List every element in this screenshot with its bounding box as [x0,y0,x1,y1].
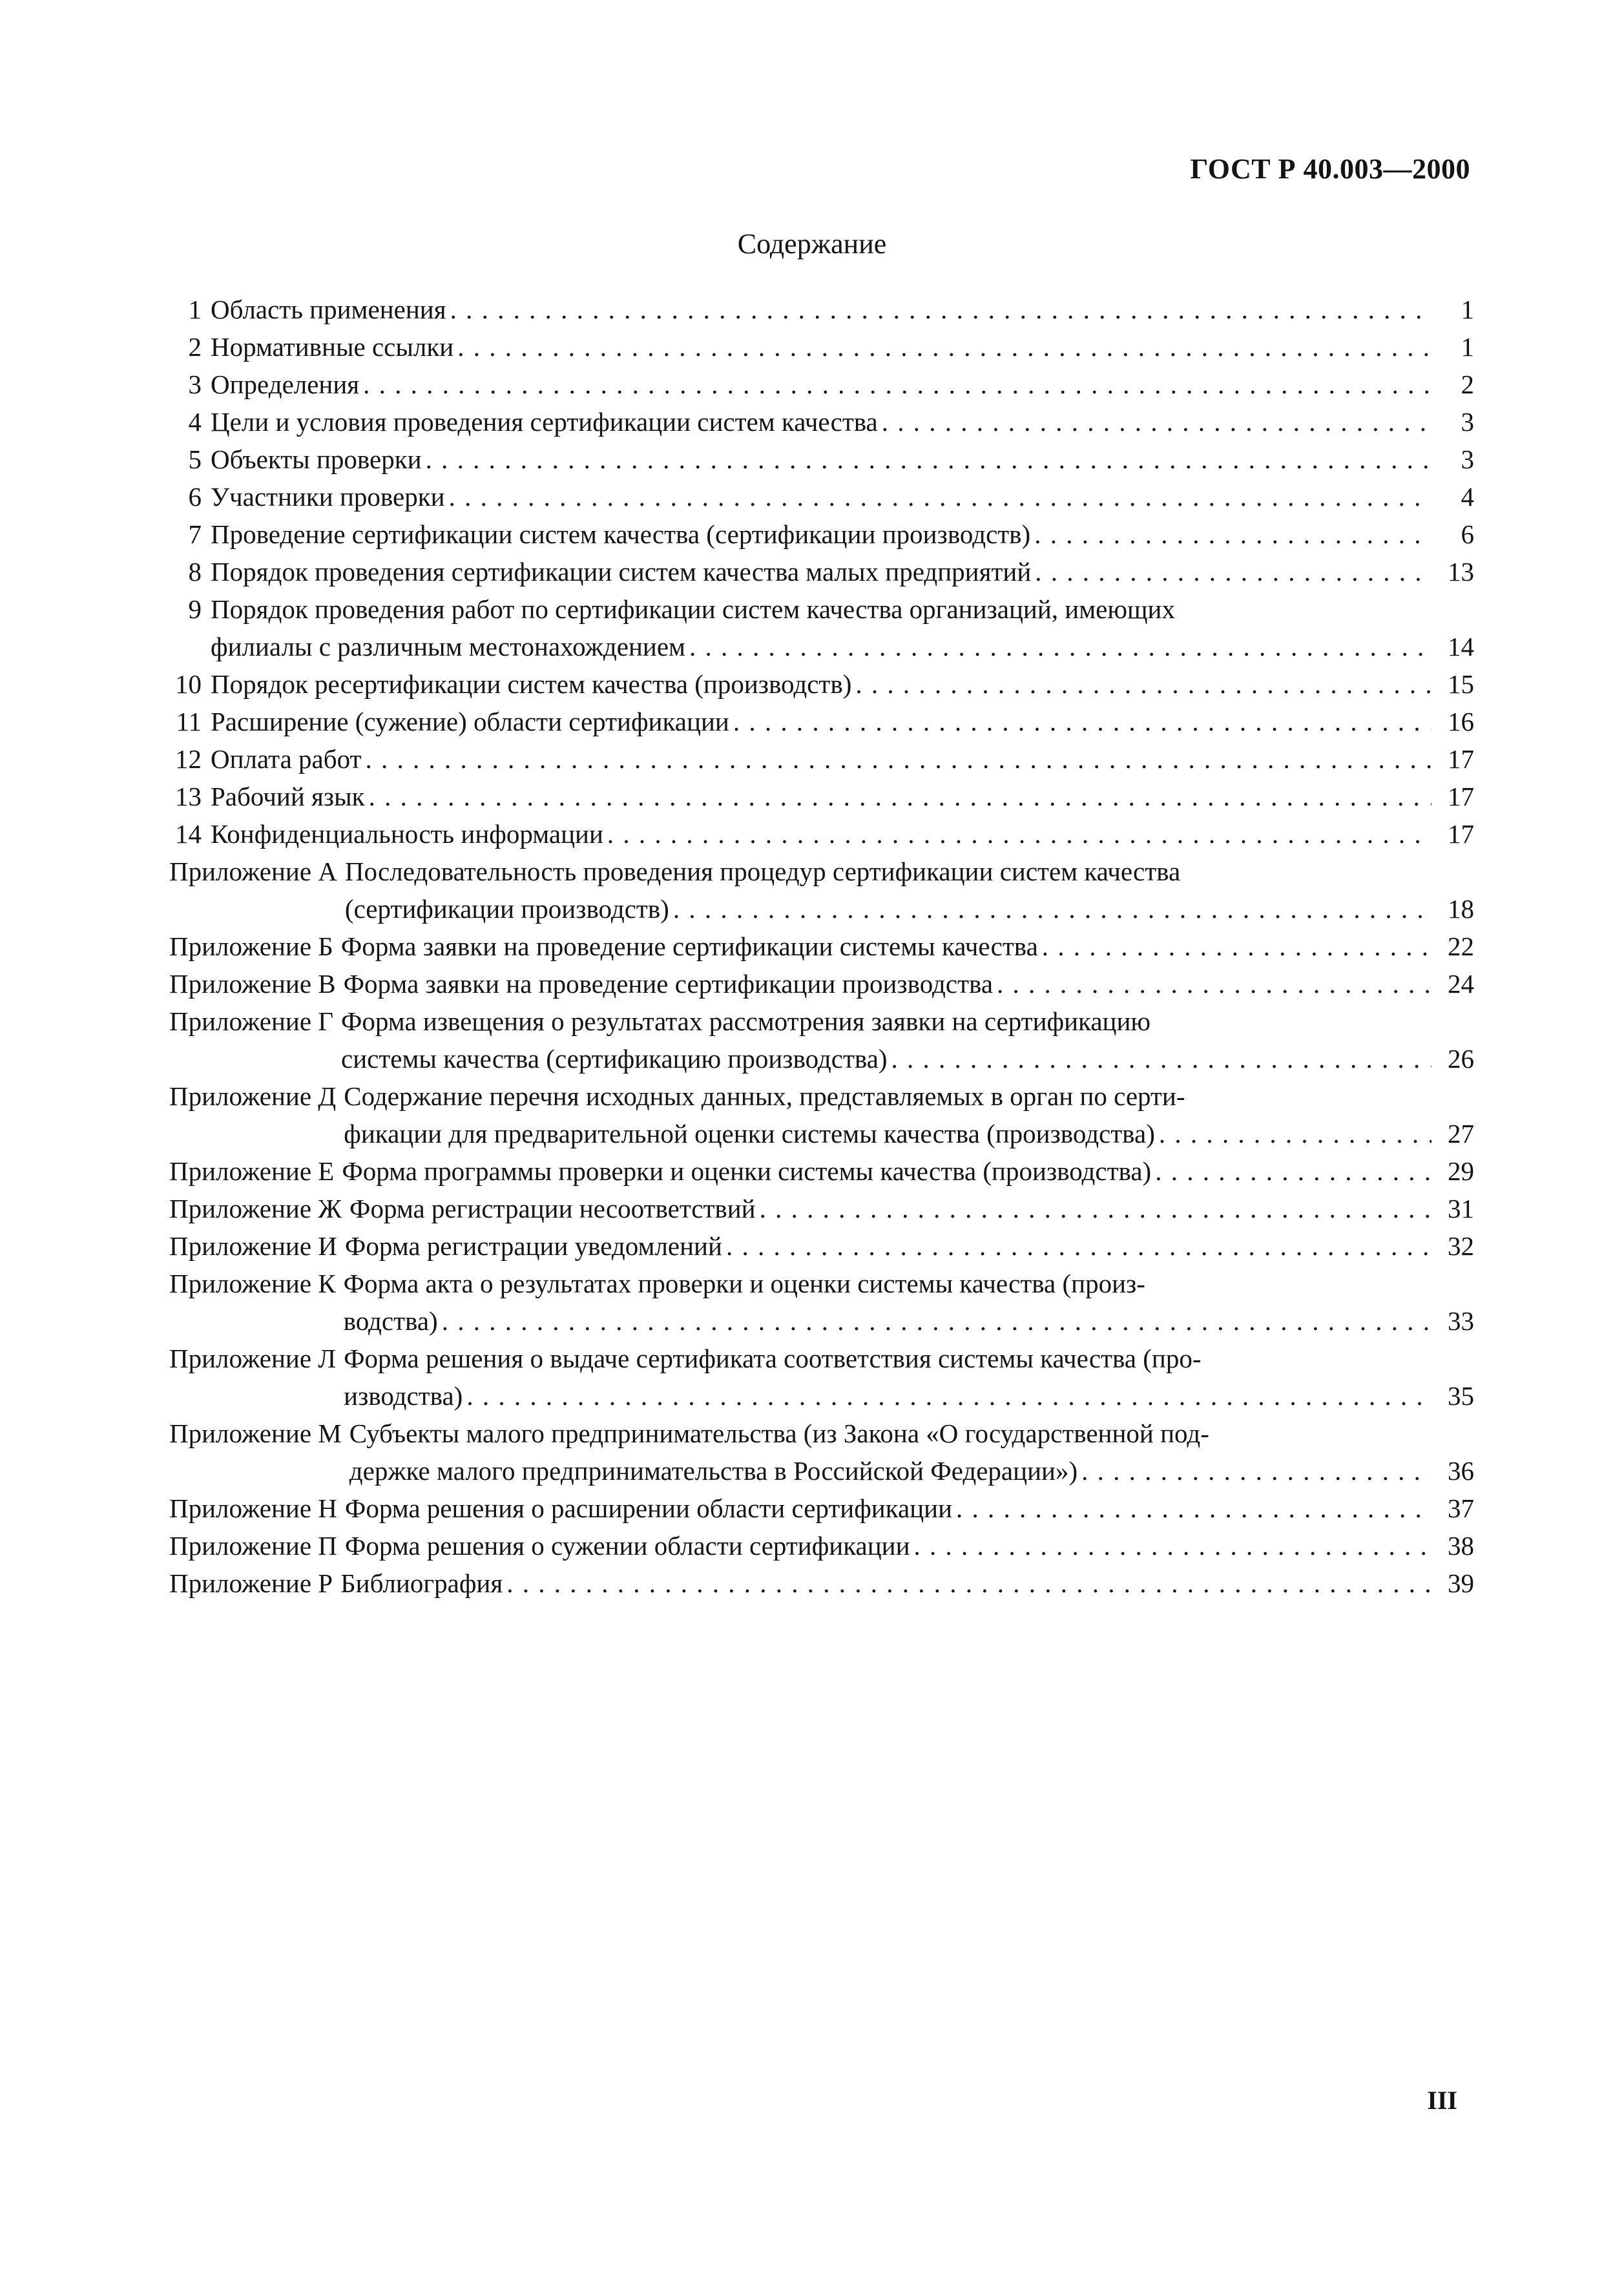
page-ref: 1 [1461,332,1474,362]
appendix-label: Приложение Д [169,1081,337,1111]
entry-title-line: Библиография [340,1568,503,1598]
page-ref: 15 [1448,669,1474,699]
entry-title-line: Порядок ресертификации систем качества (производств) [211,669,852,699]
entry-text [211,703,1474,740]
toc-section-entry[interactable] [169,478,1474,515]
page-ref: 14 [1448,632,1474,661]
page-ref: 35 [1448,1381,1474,1411]
toc-appendix-entry[interactable] [169,1190,1474,1227]
dot-leader [891,1040,1431,1077]
entry-title-line: Форма программы проверки и оценки системы качества (производства) [342,1156,1152,1186]
toc-section-entry[interactable] [169,665,1474,703]
toc-appendix-entry[interactable] [169,1340,1474,1415]
entry-text [211,815,1474,853]
toc-section-entry[interactable] [169,590,1474,665]
entry-text [211,515,1474,553]
page-ref: 3 [1461,444,1474,474]
toc-section-entry[interactable] [169,778,1474,815]
entry-title-line: (сертификации производств) [344,894,669,924]
page-number: III [1427,2086,1457,2115]
entry-title-line: держке малого предпринимательства в Российской Федерации») [349,1456,1078,1486]
entry-text [344,1265,1474,1340]
page-ref: 3 [1461,407,1474,437]
page-ref: 37 [1448,1493,1474,1523]
entry-title-line: Содержание перечня исходных данных, представляемых в орган по серти- [344,1081,1185,1111]
entry-text [344,1340,1474,1415]
dot-leader [855,665,1431,703]
dot-leader [1035,553,1431,590]
toc-section-entry[interactable] [169,515,1474,553]
entry-title-line: Объекты проверки [211,444,422,474]
dot-leader [607,815,1431,853]
appendix-label: Приложение Г [169,1006,334,1036]
entry-title-line: Область применения [211,295,446,324]
appendix-label: Приложение К [169,1269,336,1298]
page-ref: 18 [1448,894,1474,924]
entry-text [211,553,1474,590]
dot-leader [914,1527,1431,1564]
entry-title-line: изводства) [344,1381,463,1411]
section-number: 5 [188,444,202,474]
toc-appendix-entry[interactable] [169,1415,1474,1490]
dot-leader [1034,515,1431,553]
toc-appendix-entry[interactable] [169,1077,1474,1152]
section-number: 9 [188,594,202,624]
entry-text [211,366,1474,403]
toc-appendix-entry[interactable] [169,1564,1474,1602]
entry-title-line: Форма заявки на проведение сертификации системы качества [340,931,1038,961]
dot-leader [956,1490,1431,1527]
toc-section-entry[interactable] [169,740,1474,778]
entry-text [341,1002,1474,1077]
entry-text [345,1527,1474,1564]
entry-text [211,778,1474,815]
entry-title-line: Порядок проведения сертификации систем качества малых предприятий [211,557,1032,587]
toc-section-entry[interactable] [169,366,1474,403]
entry-text [341,928,1474,965]
entry-text [344,1077,1474,1152]
toc-section-entry[interactable] [169,291,1474,328]
appendix-label: Приложение Р [169,1568,333,1598]
entry-title-line: Форма решения о выдаче сертификата соответствия системы качества (про- [344,1344,1202,1373]
entry-title-line: Форма регистрации несоответствий [349,1194,756,1223]
toc-section-entry[interactable] [169,815,1474,853]
dot-leader [1155,1152,1431,1190]
entry-title-line: филиалы с различным местонахождением [211,632,685,661]
page-ref: 17 [1448,819,1474,849]
dot-leader [689,628,1431,665]
dot-leader [673,890,1431,928]
entry-title-line: Конфиденциальность информации [211,819,603,849]
entry-text [211,590,1474,665]
entry-text [211,665,1474,703]
section-number: 12 [175,744,202,774]
page-ref: 2 [1461,369,1474,399]
toc-appendix-entry[interactable] [169,928,1474,965]
toc-section-entry[interactable] [169,328,1474,366]
entry-text [349,1190,1474,1227]
entry-title-line: Цели и условия проведения сертификации систем качества [211,407,878,437]
page-ref: 16 [1448,707,1474,736]
entry-title-line: фикации для предварительной оценки системы качества (производства) [344,1119,1155,1148]
entry-title-line: Оплата работ [211,744,362,774]
standard-code: ГОСТ Р 40.003—2000 [1190,153,1470,185]
page-ref: 32 [1448,1231,1474,1261]
toc-section-entry[interactable] [169,703,1474,740]
entry-text [349,1415,1474,1490]
appendix-label: Приложение Б [169,931,333,961]
dot-leader [450,291,1431,328]
entry-title-line: водства) [343,1306,438,1336]
dot-leader [506,1564,1431,1602]
page-ref: 26 [1448,1044,1474,1074]
entry-text [211,441,1474,478]
page-ref: 1 [1461,295,1474,324]
appendix-label: Приложение Н [169,1493,337,1523]
page-ref: 24 [1448,969,1474,999]
dot-leader [369,778,1431,815]
dot-leader [1159,1115,1431,1152]
entry-title-line: Форма заявки на проведение сертификации производства [343,969,994,999]
entry-title-line: Форма акта о результатах проверки и оценки системы качества (произ- [343,1269,1145,1298]
entry-title-line: Проведение сертификации систем качества (сертификации производств) [211,519,1031,549]
entry-text [211,740,1474,778]
page-ref: 27 [1448,1119,1474,1148]
page-ref: 22 [1448,931,1474,961]
appendix-label: Приложение Л [169,1344,337,1373]
toc-appendix-entry[interactable] [169,1002,1474,1077]
dot-leader [882,403,1431,441]
dot-leader [426,441,1431,478]
entry-title-line: Определения [211,369,360,399]
toc-section-entry[interactable] [169,553,1474,590]
toc-title: Содержание [737,228,887,260]
section-number: 8 [188,557,202,587]
dot-leader [1042,928,1431,965]
section-number: 10 [175,669,202,699]
dot-leader [1081,1452,1431,1490]
section-number: 2 [188,332,202,362]
dot-leader [365,740,1431,778]
entry-text [345,1227,1474,1265]
dot-leader [733,703,1431,740]
appendix-label: Приложение Ж [169,1194,342,1223]
toc-section-entry[interactable] [169,441,1474,478]
page-ref: 17 [1448,782,1474,811]
page-ref: 36 [1448,1456,1474,1486]
toc-appendix-entry[interactable] [169,1527,1474,1564]
toc-section-entry[interactable] [169,403,1474,441]
toc-appendix-entry[interactable] [169,1227,1474,1265]
entry-text [211,291,1474,328]
dot-leader [997,965,1431,1002]
entry-title-line: Рабочий язык [211,782,365,811]
section-number: 4 [188,407,202,437]
section-number: 1 [188,295,202,324]
page-ref: 39 [1448,1568,1474,1598]
dot-leader [363,366,1431,403]
entry-text [340,1564,1474,1602]
dot-leader [726,1227,1431,1265]
entry-title-line: Форма решения о сужении области сертификации [344,1531,910,1561]
toc-appendix-entry[interactable] [169,853,1474,928]
entry-title-line: Нормативные ссылки [211,332,454,362]
table-of-contents [169,291,1474,1602]
appendix-label: Приложение В [169,969,336,999]
entry-title-line: системы качества (сертификацию производства) [341,1044,888,1074]
page-ref: 33 [1448,1306,1474,1336]
entry-title-line: Форма извещения о результатах рассмотрения заявки на сертификацию [341,1006,1151,1036]
dot-leader [442,1302,1431,1340]
entry-title-line: Порядок проведения работ по сертификации систем качества организаций, имеющих [211,594,1175,624]
page-ref: 13 [1448,557,1474,587]
dot-leader [760,1190,1431,1227]
entry-title-line: Расширение (сужение) области сертификации [211,707,729,736]
section-number: 6 [188,482,202,512]
entry-title-line: Форма решения о расширении области сертификации [344,1493,953,1523]
appendix-label: Приложение П [169,1531,337,1561]
appendix-label: Приложение М [169,1418,342,1448]
page-ref: 4 [1461,482,1474,512]
entry-title-line: Последовательность проведения процедур сертификации систем качества [344,857,1181,886]
toc-appendix-entry[interactable] [169,965,1474,1002]
entry-text [211,328,1474,366]
section-number: 13 [175,782,202,811]
appendix-label: Приложение Е [169,1156,335,1186]
entry-title-line: Субъекты малого предпринимательства (из Закона «О государственной под- [349,1418,1209,1448]
toc-appendix-entry[interactable] [169,1490,1474,1527]
appendix-label: Приложение А [169,857,337,886]
toc-appendix-entry[interactable] [169,1265,1474,1340]
appendix-label: Приложение И [169,1231,337,1261]
section-number: 14 [175,819,202,849]
entry-text [345,1490,1474,1527]
section-number: 7 [188,519,202,549]
dot-leader [466,1377,1431,1415]
section-number: 3 [188,369,202,399]
section-number: 11 [176,707,202,736]
page-ref: 31 [1448,1194,1474,1223]
entry-text [342,1152,1474,1190]
toc-appendix-entry[interactable] [169,1152,1474,1190]
dot-leader [449,478,1431,515]
page-ref: 6 [1461,519,1474,549]
page-ref: 38 [1448,1531,1474,1561]
entry-text [211,403,1474,441]
entry-text [344,965,1474,1002]
page-ref: 17 [1448,744,1474,774]
dot-leader [457,328,1431,366]
entry-text [345,853,1474,928]
entry-text [211,478,1474,515]
entry-title-line: Участники проверки [211,482,445,512]
entry-title-line: Форма регистрации уведомлений [344,1231,722,1261]
page-ref: 29 [1448,1156,1474,1186]
